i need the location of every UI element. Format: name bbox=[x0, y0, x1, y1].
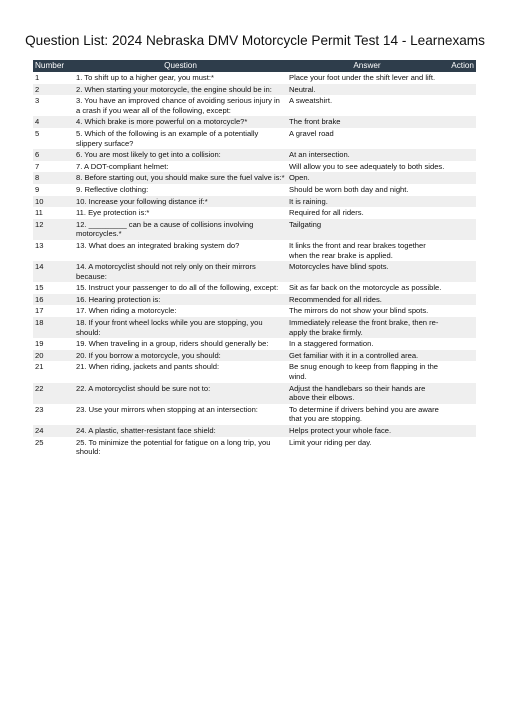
question-number: 22 bbox=[33, 383, 74, 404]
question-number: 25 bbox=[35, 437, 44, 447]
table-row bbox=[33, 425, 476, 437]
table-row bbox=[33, 196, 476, 208]
answer-text: A sweatshirt. bbox=[289, 96, 333, 106]
action-cell bbox=[447, 240, 476, 261]
question-text: 22. A motorcyclist should be sure not to: bbox=[74, 383, 287, 404]
question-text: 25. To minimize the potential for fatigue on a long trip, you should: bbox=[76, 437, 271, 457]
question-number: 14 bbox=[33, 261, 74, 282]
table-row bbox=[33, 383, 476, 404]
table-row bbox=[33, 207, 476, 219]
question-text: 9. Reflective clothing: bbox=[76, 184, 149, 194]
answer-text: Adjust the handlebars so their hands are above their elbows. bbox=[287, 383, 447, 404]
answer-text: Place your foot under the shift lever and lift. bbox=[289, 73, 436, 82]
table-row bbox=[33, 184, 476, 196]
header-question: Question bbox=[74, 60, 287, 72]
action-cell bbox=[447, 282, 476, 294]
question-table bbox=[33, 60, 476, 458]
header-answer: Answer bbox=[287, 60, 447, 72]
answer-text: At an intersection. bbox=[287, 149, 447, 161]
question-number: 23 bbox=[35, 404, 44, 414]
question-number: 4 bbox=[33, 116, 74, 128]
answer-text: Limit your riding per day. bbox=[289, 437, 372, 447]
question-text: 21. When riding, jackets and pants should: bbox=[76, 362, 220, 372]
action-cell bbox=[447, 207, 476, 219]
question-text: 6. You are most likely to get into a collision: bbox=[74, 149, 287, 161]
table-row bbox=[33, 361, 476, 382]
action-cell bbox=[447, 84, 476, 96]
answer-text: It links the front and rear brakes together when the rear brake is applied. bbox=[289, 240, 426, 260]
question-text: 16. Hearing protection is: bbox=[74, 294, 287, 306]
answer-text: Immediately release the front brake, then re-apply the brake firmly. bbox=[287, 317, 447, 338]
question-text: 3. You have an improved chance of avoiding serious injury in a crash if you wear all of the following, except: bbox=[76, 96, 280, 115]
question-text: 8. Before starting out, you should make sure the fuel valve is:* bbox=[74, 172, 287, 184]
answer-text: In a staggered formation. bbox=[289, 339, 374, 349]
question-text: 2. When starting your motorcycle, the engine should be in: bbox=[74, 84, 287, 96]
action-cell bbox=[447, 383, 476, 404]
question-text: 12. _________ can be a cause of collisions involving motorcycles.* bbox=[74, 219, 287, 240]
question-number: 8 bbox=[33, 172, 74, 184]
question-text: 10. Increase your following distance if:* bbox=[74, 196, 287, 208]
table-row bbox=[33, 240, 476, 261]
table-row bbox=[33, 161, 476, 173]
table-row bbox=[33, 317, 476, 338]
table-row bbox=[33, 116, 476, 128]
table-header-row bbox=[33, 60, 476, 72]
question-text: 5. Which of the following is an example of a potentially slippery surface? bbox=[76, 128, 259, 148]
answer-text: To determine if drivers behind you are aware that you are stopping. bbox=[289, 404, 439, 424]
action-cell bbox=[447, 338, 476, 350]
question-number: 2 bbox=[33, 84, 74, 96]
question-number: 24 bbox=[33, 425, 74, 437]
answer-text: Sit as far back on the motorcycle as possible. bbox=[289, 283, 442, 293]
answer-text: Required for all riders. bbox=[289, 208, 364, 218]
header-action: Action bbox=[447, 60, 476, 72]
question-text: 1. To shift up to a higher gear, you must:* bbox=[76, 73, 214, 82]
answer-text: Will allow you to see adequately to both sides. bbox=[289, 161, 445, 171]
question-number: 19 bbox=[35, 339, 44, 349]
table-row bbox=[33, 404, 476, 425]
header-number: Number bbox=[33, 60, 74, 72]
table-row bbox=[33, 172, 476, 184]
answer-text: It is raining. bbox=[287, 196, 447, 208]
answer-text: Recommended for all rides. bbox=[287, 294, 447, 306]
question-text: 11. Eye protection is:* bbox=[76, 208, 150, 218]
question-number: 20 bbox=[33, 350, 74, 362]
question-number: 9 bbox=[35, 184, 40, 194]
action-cell bbox=[447, 404, 476, 425]
page-title: Question List: 2024 Nebraska DMV Motorcycle Permit Test 14 - Learnexams bbox=[25, 33, 485, 48]
question-number: 21 bbox=[35, 362, 44, 372]
table-row bbox=[33, 72, 476, 84]
question-number: 12 bbox=[33, 219, 74, 240]
question-number: 10 bbox=[33, 196, 74, 208]
action-cell bbox=[447, 95, 476, 116]
question-text: 24. A plastic, shatter-resistant face shield: bbox=[74, 425, 287, 437]
question-text: 17. When riding a motorcycle: bbox=[76, 306, 177, 316]
question-number: 3 bbox=[35, 96, 40, 106]
action-cell bbox=[447, 184, 476, 196]
action-cell bbox=[447, 294, 476, 306]
action-cell bbox=[447, 425, 476, 437]
table-row bbox=[33, 282, 476, 294]
answer-text: Motorcycles have blind spots. bbox=[287, 261, 447, 282]
answer-text: Be snug enough to keep from flapping in the wind. bbox=[289, 362, 439, 382]
answer-text: Get familiar with it in a controlled area. bbox=[287, 350, 447, 362]
answer-text: The mirrors do not show your blind spots. bbox=[289, 306, 429, 316]
question-number: 1 bbox=[35, 73, 40, 82]
question-number: 16 bbox=[33, 294, 74, 306]
question-text: 18. If your front wheel locks while you are stopping, you should: bbox=[74, 317, 287, 338]
table-row bbox=[33, 219, 476, 240]
action-cell bbox=[447, 72, 476, 84]
table-row bbox=[33, 128, 476, 149]
action-cell bbox=[447, 361, 476, 382]
question-number: 13 bbox=[35, 240, 44, 250]
action-cell bbox=[447, 161, 476, 173]
answer-text: Open. bbox=[287, 172, 447, 184]
question-text: 19. When traveling in a group, riders should generally be: bbox=[76, 339, 269, 349]
question-number: 5 bbox=[35, 128, 40, 138]
action-cell bbox=[447, 196, 476, 208]
action-cell bbox=[447, 116, 476, 128]
answer-text: Neutral. bbox=[287, 84, 447, 96]
table-row bbox=[33, 149, 476, 161]
question-text: 7. A DOT-compliant helmet: bbox=[76, 161, 169, 171]
table-row bbox=[33, 261, 476, 282]
question-number: 18 bbox=[33, 317, 74, 338]
action-cell bbox=[447, 172, 476, 184]
question-number: 17 bbox=[35, 306, 44, 316]
answer-text: Should be worn both day and night. bbox=[289, 184, 409, 194]
action-cell bbox=[447, 219, 476, 240]
question-number: 7 bbox=[35, 161, 40, 171]
action-cell bbox=[447, 437, 476, 458]
question-text: 4. Which brake is more powerful on a motorcycle?* bbox=[74, 116, 287, 128]
question-number: 11 bbox=[35, 208, 43, 218]
answer-text: A gravel road bbox=[289, 128, 334, 138]
answer-text: Helps protect your whole face. bbox=[287, 425, 447, 437]
table-row bbox=[33, 350, 476, 362]
action-cell bbox=[447, 261, 476, 282]
question-text: 14. A motorcyclist should not rely only on their mirrors because: bbox=[74, 261, 287, 282]
action-cell bbox=[447, 305, 476, 317]
question-text: 15. Instruct your passenger to do all of the following, except: bbox=[76, 283, 279, 293]
table-row bbox=[33, 294, 476, 306]
action-cell bbox=[447, 350, 476, 362]
table-row bbox=[33, 437, 476, 458]
question-text: 13. What does an integrated braking system do? bbox=[76, 240, 240, 250]
table-body bbox=[33, 72, 476, 458]
table-row bbox=[33, 95, 476, 116]
question-text: 20. If you borrow a motorcycle, you should: bbox=[74, 350, 287, 362]
question-number: 6 bbox=[33, 149, 74, 161]
table-row bbox=[33, 84, 476, 96]
table-row bbox=[33, 338, 476, 350]
answer-text: Tailgating bbox=[287, 219, 447, 240]
action-cell bbox=[447, 149, 476, 161]
question-text: 23. Use your mirrors when stopping at an intersection: bbox=[76, 404, 258, 414]
action-cell bbox=[447, 128, 476, 149]
question-number: 15 bbox=[35, 283, 44, 293]
answer-text: The front brake bbox=[287, 116, 447, 128]
action-cell bbox=[447, 317, 476, 338]
table-row bbox=[33, 305, 476, 317]
